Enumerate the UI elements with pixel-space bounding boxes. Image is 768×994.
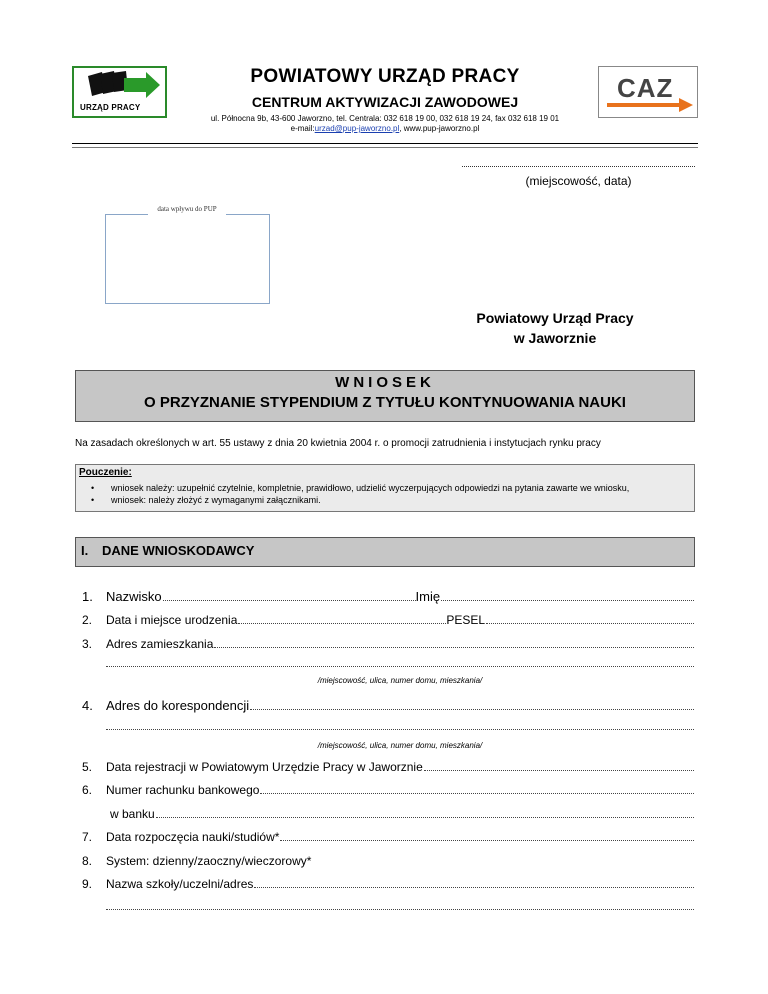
start-date-label: Data rozpoczęcia nauki/studiów* — [106, 830, 280, 844]
surname-label: Nazwisko — [106, 589, 162, 604]
bank-account-label: Numer rachunku bankowego — [106, 783, 260, 797]
field-row-system — [82, 854, 694, 868]
school-field-line2[interactable] — [106, 908, 694, 910]
residence-label: Adres zamieszkania — [106, 637, 214, 651]
logo-text: URZĄD PRACY — [80, 103, 141, 112]
caz-logo — [598, 66, 698, 118]
school-label: Nazwa szkoły/uczelni/adres — [106, 877, 254, 891]
field-row-bank — [110, 807, 694, 821]
header-title: POWIATOWY URZĄD PRACY — [250, 66, 520, 87]
field-row-surname — [82, 589, 694, 604]
field-row-bank-account — [82, 783, 694, 797]
receipt-stamp-box — [105, 214, 270, 304]
header-address: ul. Północna 9b, 43-600 Jaworzno, tel. Centrala: 032 618 19 00, 032 618 19 24, fax 032 618 19 01 — [210, 114, 560, 123]
header-divider — [72, 143, 698, 144]
form-subtitle: O PRZYZNANIE STYPENDIUM Z TYTUŁU KONTYNUOWANIA NAUKI — [144, 394, 626, 411]
field-number: 6. — [82, 783, 93, 797]
surname-field[interactable] — [163, 599, 416, 601]
residence-caption: /miejscowość, ulica, numer domu, mieszkania/ — [317, 676, 483, 685]
birth-field[interactable] — [238, 622, 446, 624]
system-label: System: dzienny/zaoczny/wieczorowy* — [106, 854, 312, 868]
website-text: , www.pup-jaworzno.pl — [399, 124, 480, 133]
start-date-field[interactable] — [280, 839, 694, 841]
receipt-stamp-label: data wpływu do PUP — [157, 205, 217, 213]
place-date-field[interactable] — [462, 160, 695, 167]
bank-field[interactable] — [156, 816, 694, 818]
recipient-line2: w Jaworznie — [513, 330, 597, 346]
first-name-label: Imię — [415, 589, 441, 604]
caz-arrow-icon — [599, 67, 697, 117]
notice-item: • wniosek należy: uzupełnić czytelnie, kompletnie, prawidłowo, udzielić wyczerpujących odpowiedzi na pytania zawarte we wniosku, — [91, 483, 630, 493]
field-number: 4. — [82, 698, 93, 713]
pesel-label: PESEL — [446, 613, 486, 627]
bank-label: w banku — [110, 807, 155, 821]
pesel-field[interactable] — [486, 622, 694, 624]
field-number: 2. — [82, 613, 93, 627]
field-number: 7. — [82, 830, 93, 844]
field-number: 8. — [82, 854, 93, 868]
school-field[interactable] — [254, 886, 694, 888]
field-number: 5. — [82, 760, 93, 774]
header-contact — [185, 124, 585, 133]
field-row-residence — [82, 637, 694, 651]
field-number: 3. — [82, 637, 93, 651]
residence-field[interactable] — [214, 646, 694, 648]
field-number: 9. — [82, 877, 93, 891]
birth-label: Data i miejsce urodzenia — [106, 613, 238, 627]
bullet-icon: • — [91, 483, 95, 493]
registration-field[interactable] — [424, 769, 694, 771]
notice-item: • wniosek: należy złożyć z wymaganymi załącznikami. — [91, 495, 321, 505]
email-prefix: e-mail: — [290, 124, 315, 133]
correspondence-label: Adres do korespondencji — [106, 698, 250, 713]
field-row-school — [82, 877, 694, 891]
field-row-registration — [82, 760, 694, 774]
caz-logo-text: CAZ — [617, 73, 674, 103]
field-number: 1. — [82, 589, 93, 604]
correspondence-field[interactable] — [250, 708, 694, 710]
bullet-icon: • — [91, 495, 95, 505]
correspondence-caption: /miejscowość, ulica, numer domu, mieszkania/ — [317, 741, 483, 750]
bank-account-field[interactable] — [260, 792, 694, 794]
correspondence-field-line2[interactable] — [106, 728, 694, 730]
place-date-label: (miejscowość, data) — [525, 174, 632, 188]
field-row-birth — [82, 613, 694, 627]
pup-logo — [72, 66, 167, 118]
first-name-field[interactable] — [441, 599, 694, 601]
header-divider-secondary — [72, 147, 698, 148]
section-title: DANE WNIOSKODAWCY — [102, 543, 255, 558]
registration-label: Data rejestracji w Powiatowym Urzędzie Pracy w Jaworznie — [106, 760, 423, 774]
recipient-line1: Powiatowy Urząd Pracy — [476, 310, 634, 326]
header-subtitle: CENTRUM AKTYWIZACJI ZAWODOWEJ — [251, 94, 519, 110]
residence-field-line2[interactable] — [106, 665, 694, 667]
field-row-correspondence — [82, 698, 694, 713]
notice-heading: Pouczenie: — [79, 467, 132, 478]
legal-basis: Na zasadach określonych w art. 55 ustawy z dnia 20 kwietnia 2004 r. o promocji zatrudnienia i instytucjach rynku pracy — [75, 438, 601, 449]
form-title: WNIOSEK — [335, 374, 435, 391]
email-link[interactable]: urzad@pup-jaworzno.pl — [314, 124, 400, 133]
section-number: I. — [81, 543, 89, 558]
field-row-start-date — [82, 830, 694, 844]
